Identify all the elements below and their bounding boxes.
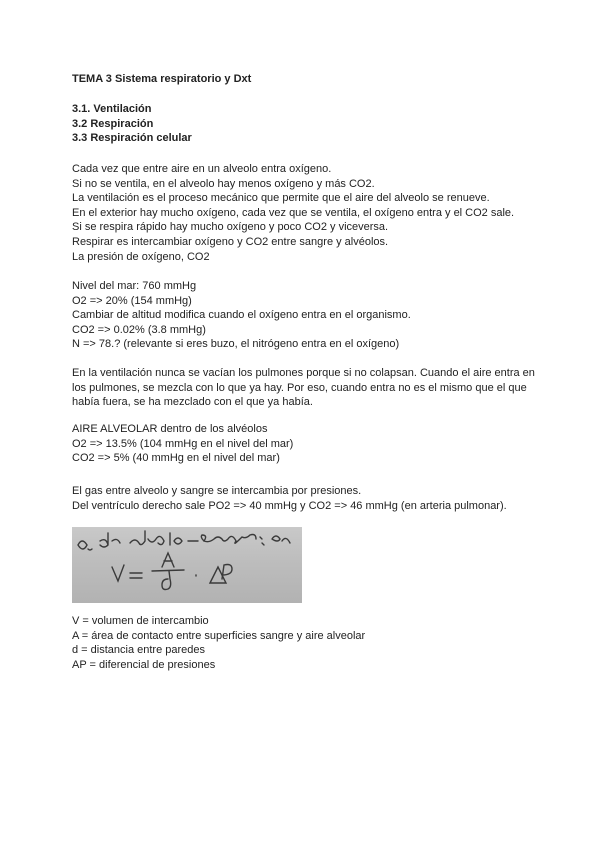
text-line: CO2 => 5% (40 mmHg en el nivel del mar) (72, 452, 280, 465)
legend-item: A = área de contacto entre superficies sangre y aire alveolar (72, 629, 366, 642)
legend-item: d = distancia entre paredes (72, 644, 206, 657)
paragraph-presiones (72, 279, 542, 352)
text-line: Si se respira rápido hay mucho oxígeno y poco CO2 y viceversa. (72, 221, 389, 234)
paragraph-mezcla: En la ventilación nunca se vacían los pulmones porque si no colapsan. Cuando el aire entra en los pulmones, se mezcla con lo que ya hay. Por eso, cuando entra no es el mismo que el que había fuera, se ha mezclado con el que ya había. (72, 367, 535, 409)
text-line: La ventilación es el proceso mecánico que permite que el aire del alveolo se renueve. (72, 192, 490, 205)
paragraph-intercambio (72, 484, 542, 513)
text-line: O2 => 20% (154 mmHg) (72, 294, 192, 307)
text-line: Nivel del mar: 760 mmHg (72, 280, 197, 292)
section-heading: 3.3 Respiración celular (72, 132, 192, 145)
text-line: En el exterior hay mucho oxígeno, cada vez que se ventila, el oxígeno entra y el CO2 sale. (72, 206, 515, 219)
text-line: Cada vez que entre aire en un alveolo entra oxígeno. (72, 163, 332, 175)
section-heading: 3.1. Ventilación (72, 103, 152, 115)
section-list (72, 102, 542, 146)
section-heading: 3.2 Respiración (72, 117, 154, 130)
text-line: Si no se ventila, en el alveolo hay menos oxígeno y más CO2. (72, 177, 375, 190)
paragraph-ventilacion (72, 162, 542, 264)
paragraph-aire-alveolar (72, 422, 542, 466)
text-line: La presión de oxígeno, CO2 (72, 250, 210, 263)
text-line: O2 => 13.5% (104 mmHg en el nivel del mar) (72, 437, 294, 450)
text-line: Cambiar de altitud modifica cuando el oxígeno entra en el organismo. (72, 309, 411, 322)
legend-item: AP = diferencial de presiones (72, 658, 216, 671)
formula-legend (72, 614, 542, 672)
text-line: N => 78.? (relevante si eres buzo, el nitrógeno entra en el oxígeno) (72, 338, 400, 351)
text-line: CO2 => 0.02% (3.8 mmHg) (72, 323, 206, 336)
text-line: Del ventrículo derecho sale PO2 => 40 mmHg y CO2 => 46 mmHg (en arteria pulmonar). (72, 499, 507, 512)
page-title: TEMA 3 Sistema respiratorio y Dxt (72, 73, 252, 85)
handwriting-sketch (72, 527, 302, 603)
text-line: El gas entre alveolo y sangre se intercambia por presiones. (72, 485, 362, 497)
text-line: AIRE ALVEOLAR dentro de los alvéolos (72, 423, 268, 435)
handwritten-formula-image (72, 527, 302, 603)
text-line: Respirar es intercambiar oxígeno y CO2 entre sangre y alvéolos. (72, 235, 389, 248)
legend-item: V = volumen de intercambio (72, 615, 209, 627)
